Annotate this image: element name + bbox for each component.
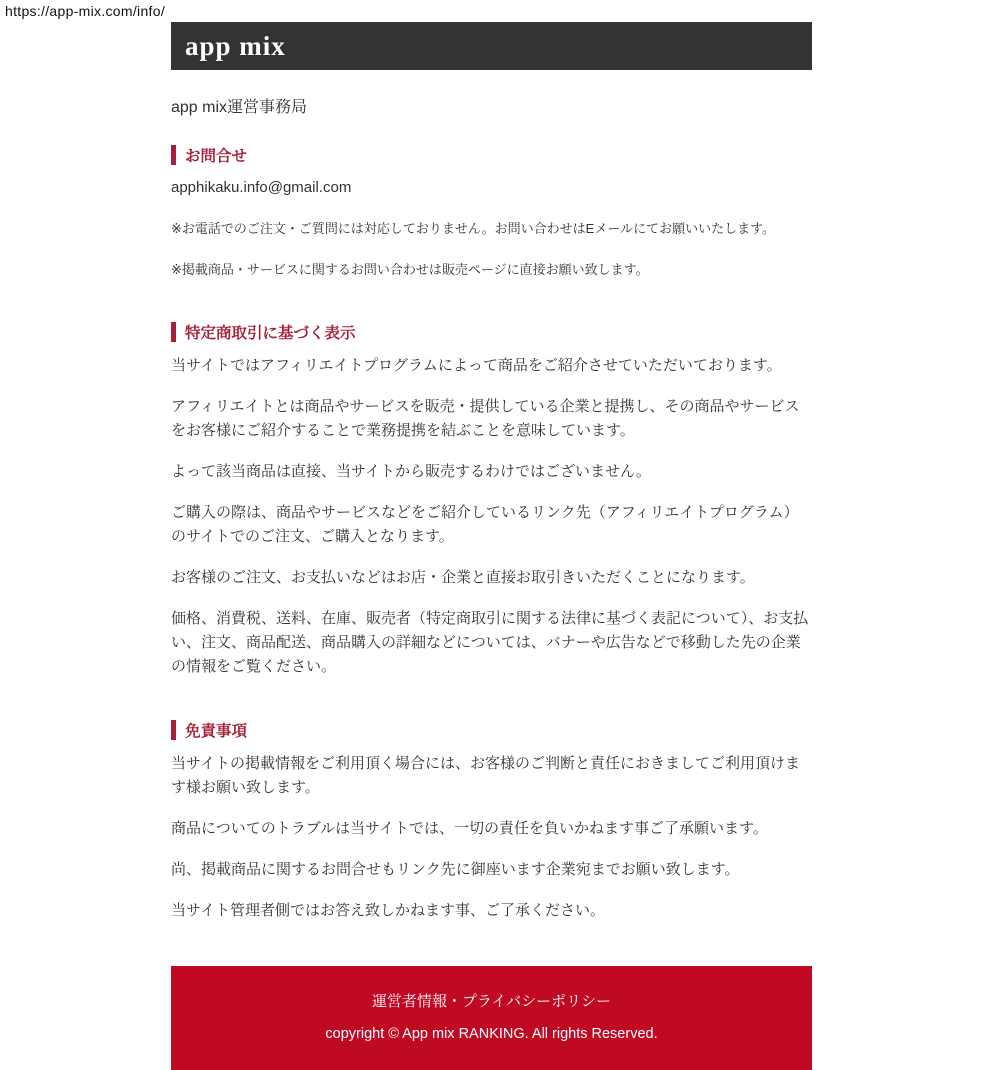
site-title[interactable]: app mix — [185, 30, 286, 61]
disclaimer-paragraph: 当サイト管理者側ではお答え致しかねます事、ご了承ください。 — [171, 902, 605, 919]
contact-note-phone: ※お電話でのご注文・ご質問には対応しておりません。お問い合わせはEメールにてお願いいたします。 — [171, 221, 776, 236]
tokushoho-paragraph: 価格、消費税、送料、在庫、販売者（特定商取引に関する法律に基づく表記について）、お支払い、注文、商品配送、商品購入の詳細などについては、バナーや広告などで移動した先の企業の情報をご覧ください。 — [171, 610, 809, 675]
section-heading-contact — [171, 144, 812, 166]
disclaimer-paragraph: 尚、掲載商品に関するお問合せもリンク先に御座います企業宛までお願い致します。 — [171, 861, 740, 878]
heading-accent-bar — [171, 720, 176, 740]
heading-accent-bar — [171, 145, 176, 165]
site-header — [171, 22, 812, 70]
tokushoho-paragraph: ご購入の際は、商品やサービスなどをご紹介しているリンク先（アフィリエイトプログラム）のサイトでのご注文、ご購入となります。 — [171, 504, 799, 545]
footer-privacy-policy-link[interactable]: 運営者情報・プライバシーポリシー — [371, 993, 612, 1010]
heading-accent-bar — [171, 322, 176, 342]
contact-email: apphikaku.info@gmail.com — [171, 179, 352, 196]
tokushoho-paragraph: お客様のご注文、お支払いなどはお店・企業と直接お取引きいただくことになります。 — [171, 569, 755, 586]
operator-name: app mix運営事務局 — [171, 99, 308, 116]
content-column — [171, 0, 812, 1070]
site-footer — [171, 966, 812, 1070]
page-url-label: https://app-mix.com/info/ — [5, 3, 166, 19]
tokushoho-paragraph: アフィリエイトとは商品やサービスを販売・提供している企業と提携し、その商品やサービスをお客様にご紹介することで業務提携を結ぶことを意味しています。 — [171, 398, 800, 439]
contact-note-products: ※掲載商品・サービスに関するお問い合わせは販売ページに直接お願い致します。 — [171, 262, 649, 277]
tokushoho-paragraph: 当サイトではアフィリエイトプログラムによって商品をご紹介させていただいております。 — [171, 357, 782, 374]
section-heading-tokushoho — [171, 321, 812, 343]
section-heading-text: 特定商取引に基づく表示 — [185, 325, 356, 342]
section-heading-disclaimer — [171, 719, 812, 741]
tokushoho-paragraph: よって該当商品は直接、当サイトから販売するわけではございません。 — [171, 463, 651, 480]
section-heading-text: 免責事項 — [185, 723, 248, 740]
disclaimer-paragraph: 商品についてのトラブルは当サイトでは、一切の責任を負いかねます事ご了承願います。 — [171, 820, 768, 837]
copyright-text: copyright © App mix RANKING. All rights Reserved. — [325, 1026, 658, 1042]
disclaimer-paragraph: 当サイトの掲載情報をご利用頂く場合には、お客様のご判断と責任におきましてご利用頂けます様お願い致します。 — [171, 755, 800, 796]
section-heading-text: お問合せ — [185, 148, 248, 165]
